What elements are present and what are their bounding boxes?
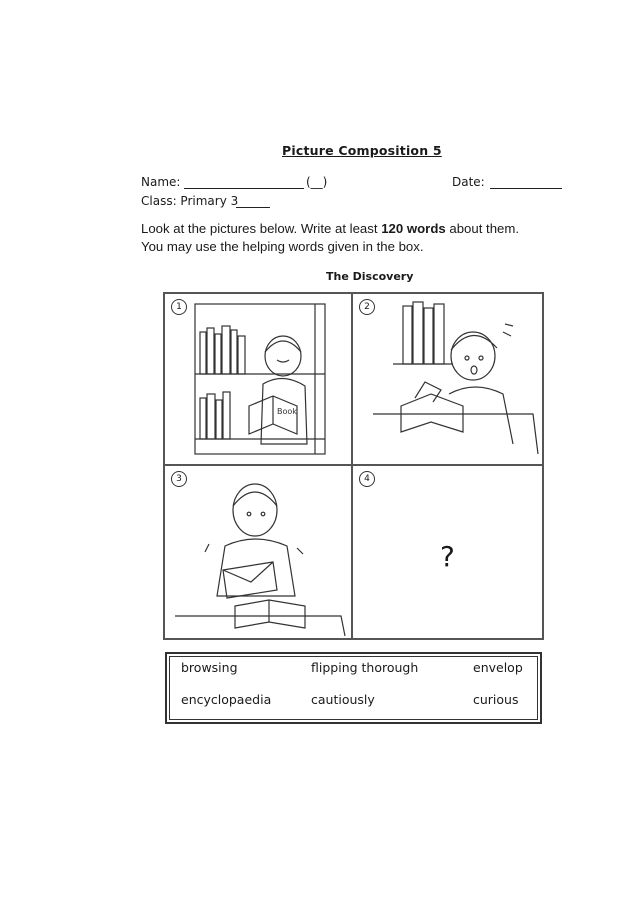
instructions-line1-end: about them.	[445, 221, 520, 236]
panel-3-illustration	[165, 466, 351, 638]
helping-word: envelop	[473, 660, 523, 675]
panel-2-number: 2	[359, 299, 375, 315]
name-label: Name:	[141, 175, 181, 189]
girl-reading-at-bookshelf-drawing	[165, 294, 351, 464]
helping-word: flipping thorough	[311, 660, 419, 675]
class-label: Class: Primary 3	[141, 194, 239, 208]
panel-1-number: 1	[171, 299, 187, 315]
instructions-line1-start: Look at the pictures below. Write at least	[141, 221, 382, 236]
name-field[interactable]	[184, 188, 304, 189]
date-field[interactable]	[490, 188, 562, 189]
helping-word: browsing	[181, 660, 238, 675]
helping-word: cautiously	[311, 692, 375, 707]
panel-4-number: 4	[359, 471, 375, 487]
instructions-line2: You may use the helping words given in the box.	[141, 239, 424, 254]
date-label: Date:	[452, 175, 485, 189]
girl-surprised-at-envelope-drawing	[353, 294, 542, 464]
panel-1-book-label: Book	[277, 407, 297, 416]
panel-3-number: 3	[171, 471, 187, 487]
class-field[interactable]	[236, 207, 270, 208]
worksheet-title: Picture Composition 5	[282, 143, 442, 158]
panel-1-illustration	[165, 294, 351, 464]
story-title: The Discovery	[326, 270, 414, 283]
panel-4-question-mark: ?	[440, 540, 455, 573]
instructions	[141, 220, 581, 256]
girl-opening-envelope-drawing	[165, 466, 351, 638]
helping-word: encyclopaedia	[181, 692, 272, 707]
register-number-field[interactable]: (__)	[306, 175, 328, 189]
panel-2-illustration	[353, 294, 542, 464]
helping-word: curious	[473, 692, 519, 707]
instructions-word-count: 120 words	[381, 221, 446, 236]
